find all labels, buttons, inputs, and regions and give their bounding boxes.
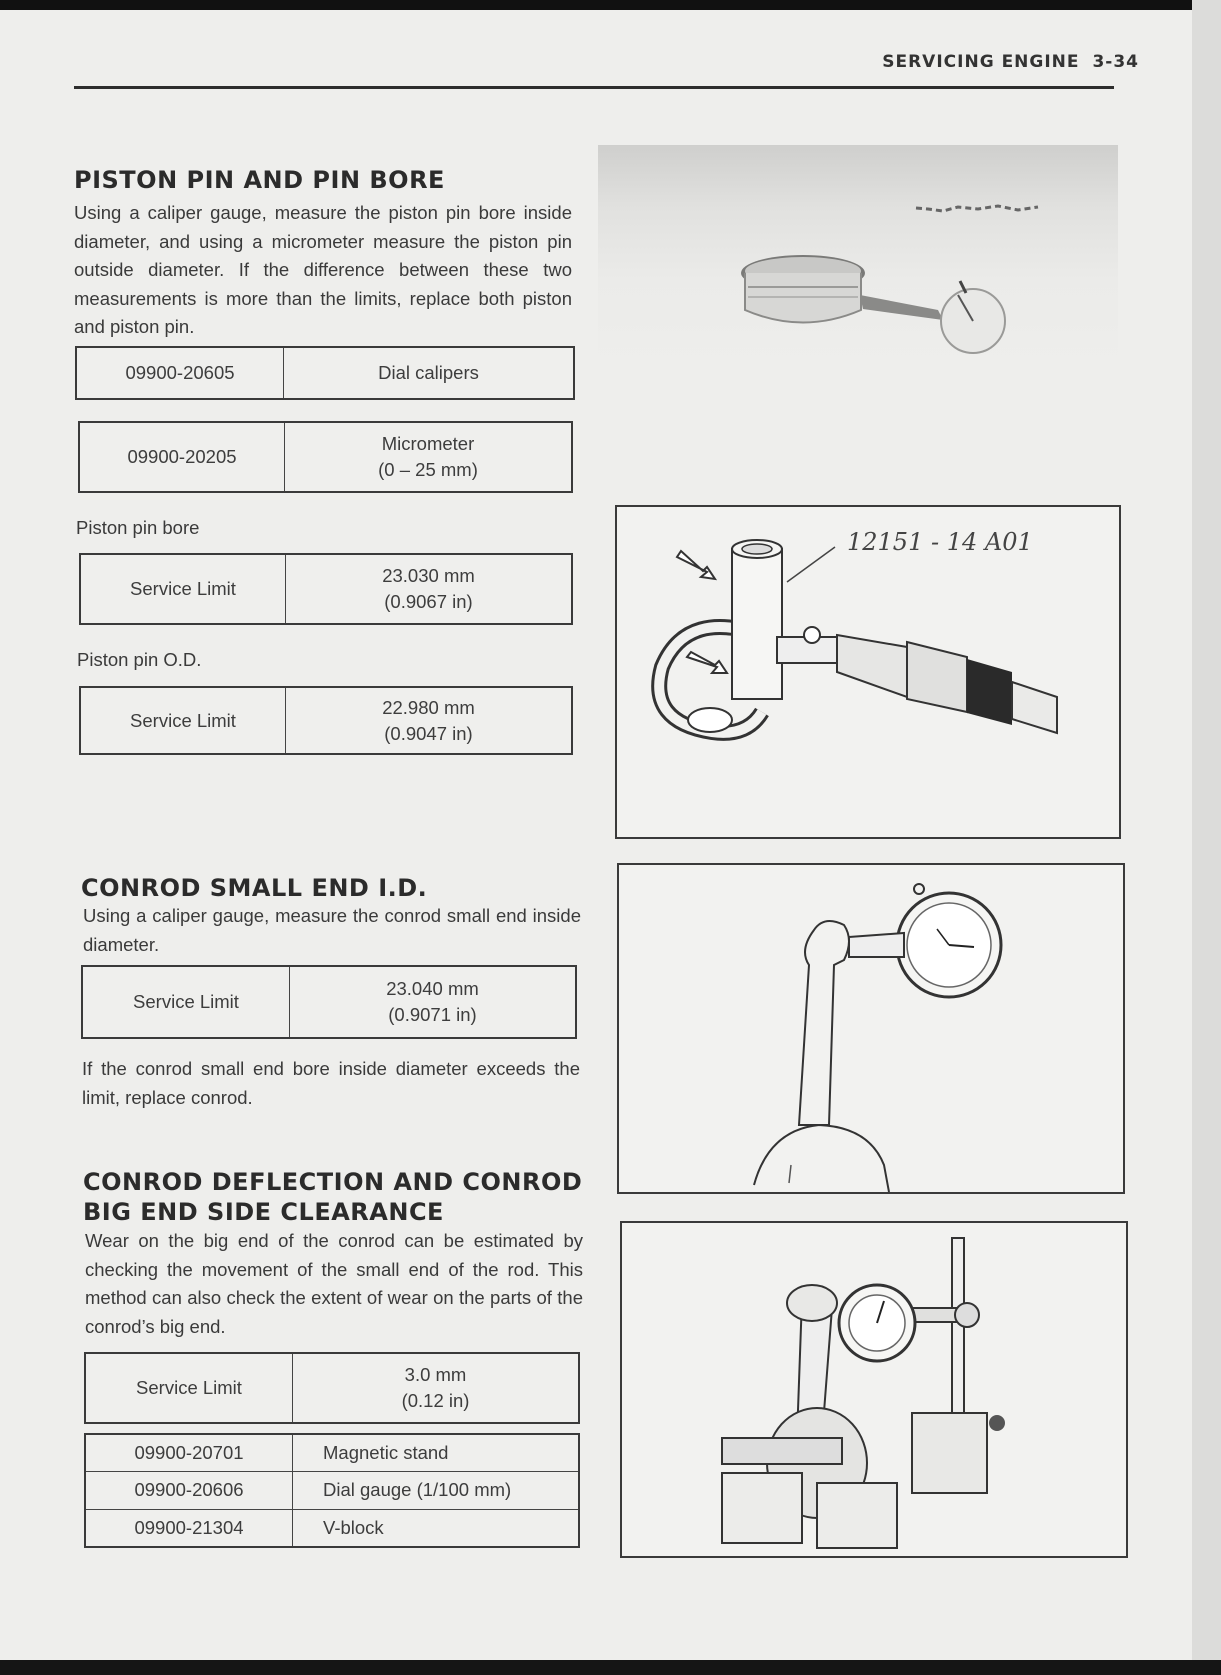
spec-key: Service Limit (80, 687, 286, 754)
scan-edge-top (0, 0, 1221, 10)
running-header (882, 52, 1139, 72)
tool-part-number: 09900-20205 (79, 422, 285, 492)
spec-key: Service Limit (80, 554, 286, 624)
running-title: SERVICING ENGINE (882, 52, 1080, 72)
spec-value-mm: 23.030 mm (382, 565, 475, 586)
spec-value (286, 687, 573, 754)
tool-part-number: 09900-20605 (76, 347, 284, 399)
spec-table-pin-bore (79, 553, 573, 625)
spec-table-pin-od (79, 686, 573, 755)
tool-list-table (84, 1433, 580, 1548)
spec-value (293, 1353, 580, 1423)
figure-handwriting: 12151 - 14 A01 (847, 528, 1033, 556)
tool-name: Dial calipers (284, 347, 575, 399)
page-number: 3-34 (1092, 52, 1139, 72)
spec-value-in: (0.9071 in) (388, 1004, 477, 1025)
conrod-small-end-note: If the conrod small end bore inside diameter exceeds the limit, replace conrod. (82, 1058, 580, 1108)
scan-edge-bottom (0, 1660, 1221, 1675)
tool-part-number: 09900-20701 (85, 1434, 293, 1472)
spec-table-conrod-deflection (84, 1352, 580, 1424)
tool-name: Magnetic stand (293, 1434, 580, 1472)
section-title-piston-pin: PISTON PIN AND PIN BORE (74, 166, 445, 194)
tool-name-line1: Micrometer (381, 433, 475, 454)
spec-key: Service Limit (85, 1353, 293, 1423)
spec-value-in: (0.9047 in) (384, 722, 473, 744)
spec-value (286, 554, 573, 624)
tool-table-dial-calipers (75, 346, 575, 400)
spec-value-mm: 3.0 mm (404, 1364, 467, 1385)
micrometer-figure (615, 505, 1121, 839)
tool-table-micrometer (78, 421, 573, 493)
tool-name-line2: (0 – 25 mm) (378, 459, 478, 480)
tool-name: V-block (293, 1509, 580, 1547)
section-title-conrod-small-end: CONROD SMALL END I.D. (81, 874, 428, 902)
scan-edge-right (1192, 0, 1221, 1675)
conrod-small-end-paragraph: Using a caliper gauge, measure the conrod small end inside diameter. (83, 905, 581, 955)
section-title-line1: CONROD DEFLECTION AND CONROD (83, 1168, 583, 1196)
spec-key: Service Limit (82, 966, 290, 1038)
tool-part-number: 09900-20606 (85, 1472, 293, 1509)
tool-row (85, 1472, 579, 1509)
tool-name: Dial gauge (1/100 mm) (293, 1472, 580, 1509)
piston-pin-paragraph: Using a caliper gauge, measure the piston pin bore inside diameter, and using a micrometer measure the piston pin outside diameter. If the difference between these two measurements is more than the limits, replace both piston and piston pin. (74, 202, 572, 337)
spec-table-conrod-small-end (81, 965, 577, 1039)
tool-row (85, 1434, 579, 1472)
section-title-conrod-deflection (83, 1167, 582, 1227)
conrod-deflection-paragraph: Wear on the big end of the conrod can be estimated by checking the movement of the small end of the rod. This method can also check the extent of wear on the parts of the conrod’s big end. (85, 1230, 583, 1337)
tool-name (285, 422, 573, 492)
spec-value (290, 966, 577, 1038)
tool-row (85, 1509, 579, 1547)
spec-value-in: (0.12 in) (401, 1390, 470, 1411)
spec-value-in: (0.9067 in) (384, 591, 473, 612)
conrod-deflection-figure (620, 1221, 1128, 1558)
conrod-small-end-figure (617, 863, 1125, 1194)
spec-label-pin-od: Piston pin O.D. (77, 649, 202, 670)
piston-bore-photo (598, 145, 1118, 370)
header-rule (74, 86, 1114, 89)
section-title-line2: BIG END SIDE CLEARANCE (83, 1198, 444, 1226)
tool-part-number: 09900-21304 (85, 1509, 293, 1547)
spec-value-mm: 22.980 mm (382, 696, 475, 718)
spec-label-pin-bore: Piston pin bore (76, 517, 200, 538)
spec-value-mm: 23.040 mm (386, 978, 479, 999)
